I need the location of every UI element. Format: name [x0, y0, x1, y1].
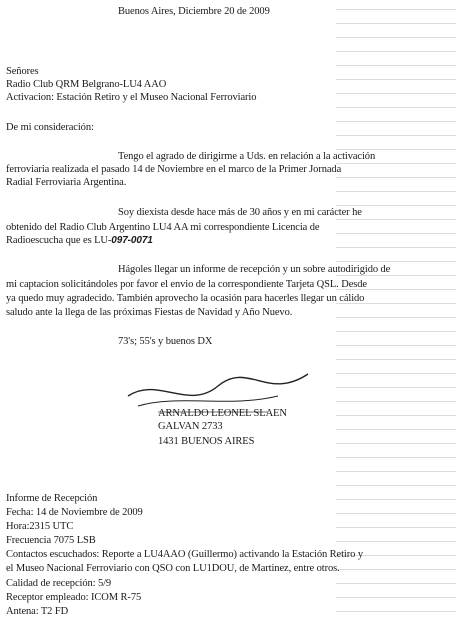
sender-street: GALVAN 2733: [158, 421, 223, 432]
paragraph-3-line-4: saludo ante la llega de las próximas Fiestas de Navidad y Año Nuevo.: [6, 307, 293, 318]
report-contacts-line-1: Contactos escuchados: Reporte a LU4AAO (Guillermo) activando la Estación Retiro y: [6, 549, 363, 560]
recipient-club: Radio Club QRM Belgrano-LU4 AAO: [6, 79, 167, 90]
paragraph-3-line-2: mi captacion solicitándoles por favor el envio de la correspondiente Tarjeta QSL. Desde: [6, 279, 367, 290]
paragraph-2-line-3-text: Radioescucha que es LU-: [6, 235, 112, 246]
report-antenna: Antena: T2 FD: [6, 606, 69, 617]
letter-date: Buenos Aires, Diciembre 20 de 2009: [118, 6, 270, 17]
paragraph-2-line-3: [6, 235, 153, 247]
handwritten-license: 097-0071: [111, 235, 153, 246]
report-receiver: Receptor empleado: ICOM R-75: [6, 592, 142, 603]
paragraph-1-line-1: Tengo el agrado de dirigirme a Uds. en relación a la activación: [118, 151, 376, 162]
report-time: Hora:2315 UTC: [6, 521, 74, 532]
recipient-salutation: Señores: [6, 66, 39, 77]
report-title: Informe de Recepción: [6, 493, 98, 504]
sender-city: 1431 BUENOS AIRES: [158, 436, 255, 447]
report-contacts-line-2: el Museo Nacional Ferroviario con QSO con LU1DOU, de Martinez, entre otros.: [6, 563, 340, 574]
scan-noise: [336, 0, 456, 620]
report-date: Fecha: 14 de Noviembre de 2009: [6, 507, 143, 518]
paragraph-1-line-3: Radial Ferroviaria Argentina.: [6, 177, 127, 188]
paragraph-1-line-2: ferroviaria realizada el pasado 14 de Noviembre en el marco de la Primer Jornada: [6, 164, 342, 175]
closing: 73's; 55's y buenos DX: [118, 336, 213, 347]
paragraph-2-line-2: obtenido del Radio Club Argentino LU4 AA mi correspondiente Licencia de: [6, 222, 320, 233]
paragraph-3-line-3: ya quedo muy agradecido. También aprovecho la ocasión para hacerles llegar un cálido: [6, 293, 365, 304]
paragraph-2-line-1: Soy diexista desde hace más de 30 años y en mi carácter he: [118, 207, 362, 218]
sender-name: ARNALDO LEONEL SLAEN: [158, 408, 287, 419]
recipient-subject: Activacion: Estación Retiro y el Museo Nacional Ferroviario: [6, 92, 257, 103]
report-frequency: Frecuencia 7075 LSB: [6, 535, 96, 546]
greeting: De mi consideración:: [6, 122, 94, 133]
report-quality: Calidad de recepción: 5/9: [6, 578, 112, 589]
paragraph-3-line-1: Hágoles llegar un informe de recepción y un sobre autodirigido de: [118, 264, 391, 275]
